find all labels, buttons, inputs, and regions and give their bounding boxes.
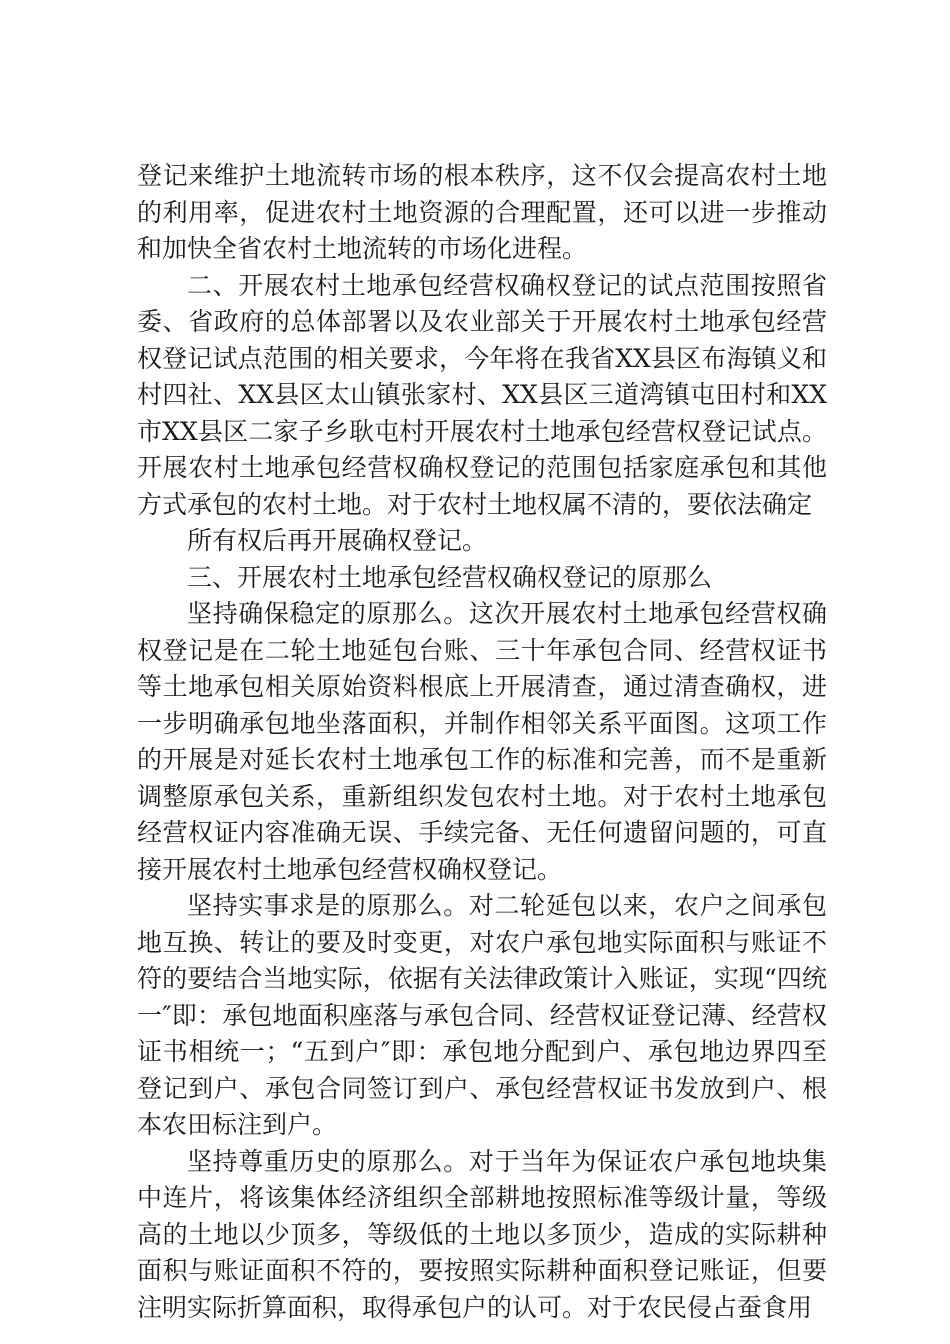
- paragraph-section-two: 二、开展农村土地承包经营权确权登记的试点范围按照省委、省政府的总体部署以及农业部关于开展农村土地承包经营权登记试点范围的相关要求，今年将在我省XX县区布海镇义和村四社、XX县区太山镇张家村、XX县区三道湾镇屯田村和XX市XX县区二家子乡耿屯村开展农村土地承包经营权登记试点。开展农村土地承包经营权确权登记的范围包括家庭承包和其他方式承包的农村土地。对于农村土地权属不清的，要依法确定: [137, 270, 827, 519]
- paragraph-ownership: 所有权后再开展确权登记。: [187, 526, 488, 555]
- document-body: [137, 158, 827, 1326]
- paragraph-stability-principle: 坚持确保稳定的原那么。这次开展农村土地承包经营权确权登记是在二轮土地延包台账、三十年承包合同、经营权证书等土地承包相关原始资料根底上开展清查，通过清查确权，进一步明确承包地坐落面积，并制作相邻关系平面图。这项工作的开展是对延长农村土地承包工作的标准和完善，而不是重新调整原承包关系，重新组织发包农村土地。对于农村土地承包经营权证内容准确无误、手续完备、无任何遗留问题的，可直接开展农村土地承包经营权确权登记。: [137, 599, 827, 884]
- paragraph-continuation: 登记来维护土地流转市场的根本秩序，这不仅会提高农村土地的利用率，促进农村土地资源的合理配置，还可以进一步推动和加快全省农村土地流转的市场化进程。: [137, 161, 827, 263]
- section-three-heading: 三、开展农村土地承包经营权确权登记的原那么: [187, 562, 713, 592]
- paragraph-fact-principle: 坚持实事求是的原那么。对二轮延包以来，农户之间承包地互换、转让的要及时变更，对农户承包地实际面积与账证不符的要结合当地实际，依据有关法律政策计入账证，实现“四统一″即：承包地面积座落与承包合同、经营权证登记薄、经营权证书相统一；“五到户″即：承包地分配到户、承包地边界四至登记到户、承包合同签订到户、承包经营权证书发放到户、根本农田标注到户。: [137, 891, 827, 1139]
- paragraph-history-principle: 坚持尊重历史的原那么。对于当年为保证农户承包地块集中连片，将该集体经济组织全部耕地按照标准等级计量，等级高的土地以少顶多，等级低的土地以多顶少，造成的实际耕种面积与账证面积不符的，要按照实际耕种面积登记账证，但要注明实际折算面积，取得承包户的认可。对于农民侵占蚕食用: [137, 1146, 827, 1322]
